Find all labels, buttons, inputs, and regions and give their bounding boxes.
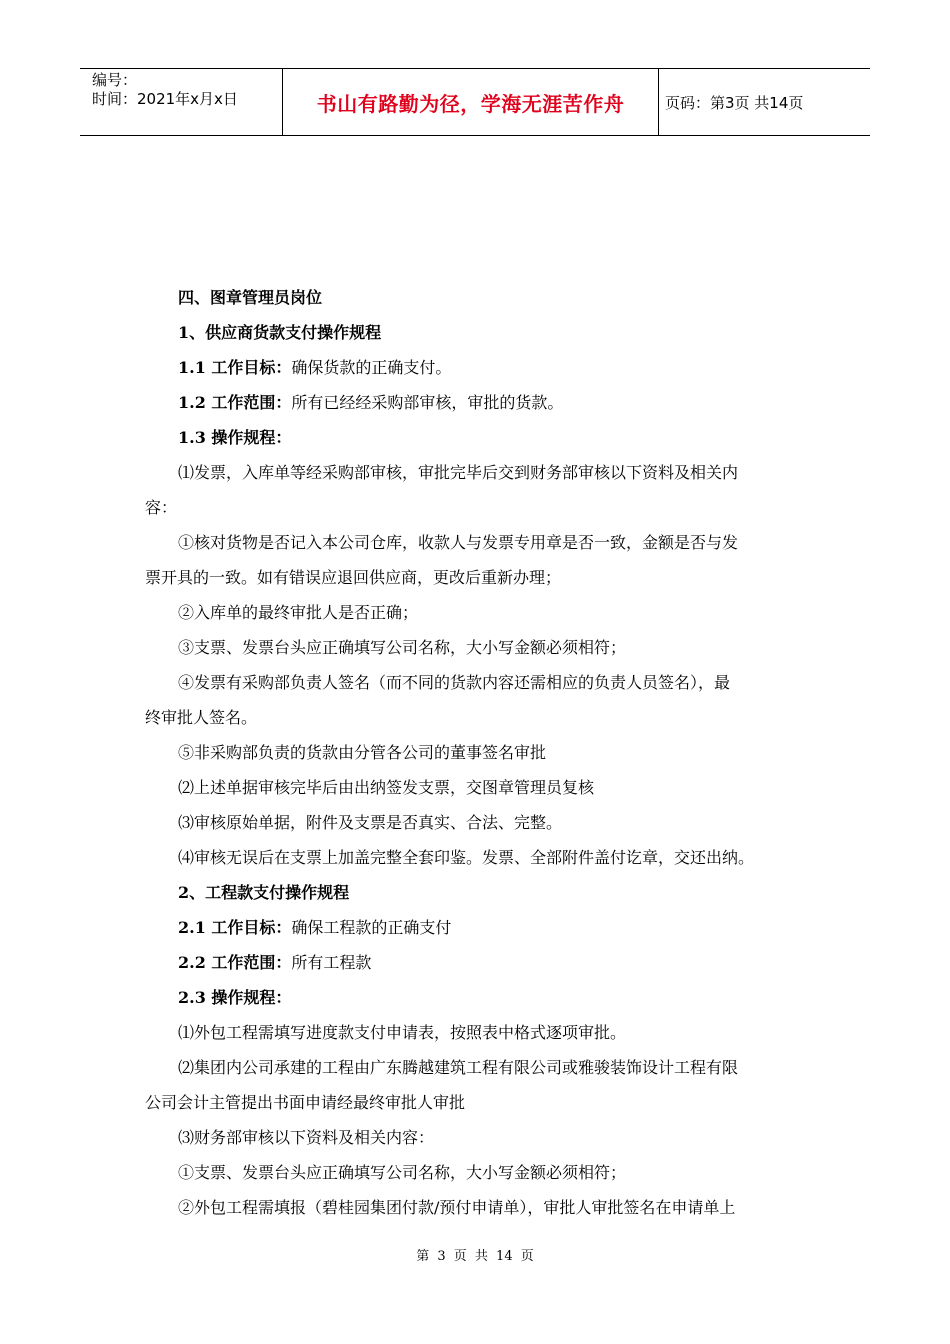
s1-scope-text: 所有已经经采购部审核，审批的货款。: [291, 393, 564, 412]
s2-goal-text: 确保工程款的正确支付: [291, 918, 452, 937]
header-motto: 书山有路勤为径，学海无涯苦作舟: [283, 69, 659, 135]
s2-p2-line1: ⑵集团内公司承建的工程由广东腾越建筑工程有限公司或雅骏装饰设计工程有限: [178, 1058, 739, 1077]
s1-title: 1、供应商货款支付操作规程: [178, 323, 382, 342]
s2-c2: ②外包工程需填报（碧桂园集团付款/预付申请单），审批人审批签名在申请单上: [178, 1198, 736, 1217]
document-number-label: 编号：: [92, 71, 138, 89]
s1-goal-text: 确保货款的正确支付。: [291, 358, 452, 377]
s2-p3: ⑶财务部审核以下资料及相关内容：: [178, 1128, 435, 1147]
s1-goal: [145, 350, 807, 385]
s1-c3: ③支票、发票台头应正确填写公司名称，大小写金额必须相符；: [178, 638, 627, 657]
s1-c4-line2: 终审批人签名。: [145, 708, 258, 727]
document-time-label: 时间：2021年x月x日: [92, 90, 238, 108]
s1-c4-line1: ④发票有采购部负责人签名（而不同的货款内容还需相应的负责人员签名），最: [178, 673, 731, 692]
s1-c5: ⑤非采购部负责的货款由分管各公司的董事签名审批: [178, 743, 547, 762]
s1-c2: ②入库单的最终审批人是否正确；: [178, 603, 419, 622]
s2-title: 2、工程款支付操作规程: [178, 883, 350, 902]
s1-p1-line2: 容：: [145, 498, 178, 517]
s1-c1-line1: ①核对货物是否记入本公司仓库，收款人与发票专用章是否一致，金额是否与发: [178, 533, 739, 552]
s2-goal-label: 2.1 工作目标：: [178, 918, 292, 937]
s2-p1: ⑴外包工程需填写进度款支付申请表，按照表中格式逐项审批。: [178, 1023, 627, 1042]
s1-p2: ⑵上述单据审核完毕后由出纳签发支票，交图章管理员复核: [178, 778, 595, 797]
s1-goal-label: 1.1 工作目标：: [178, 358, 292, 377]
s1-scope: [145, 385, 807, 420]
s2-c1: ①支票、发票台头应正确填写公司名称，大小写金额必须相符；: [178, 1163, 627, 1182]
section-title: 四、图章管理员岗位: [178, 288, 323, 307]
document-body: [145, 280, 807, 1225]
s1-c1-line2: 票开具的一致。如有错误应退回供应商，更改后重新办理；: [145, 568, 562, 587]
s2-scope-label: 2.2 工作范围：: [178, 953, 292, 972]
s2-goal: [145, 910, 807, 945]
document-header: [80, 68, 870, 136]
s1-scope-label: 1.2 工作范围：: [178, 393, 292, 412]
s1-procedure-label: 1.3 操作规程：: [178, 428, 292, 447]
header-meta-cell: [80, 69, 283, 135]
s1-p4: ⑷审核无误后在支票上加盖完整全套印鉴。发票、全部附件盖付讫章，交还出纳。: [178, 848, 755, 867]
s2-scope: [145, 945, 807, 980]
s1-p3: ⑶审核原始单据，附件及支票是否真实、合法、完整。: [178, 813, 563, 832]
page-footer: 第 3 页 共 14 页: [416, 1249, 534, 1264]
s2-procedure-label: 2.3 操作规程：: [178, 988, 292, 1007]
s1-p1-line1: ⑴发票，入库单等经采购部审核，审批完毕后交到财务部审核以下资料及相关内: [178, 463, 739, 482]
s2-p2-line2: 公司会计主管提出书面申请经最终审批人审批: [145, 1093, 466, 1112]
s2-scope-text: 所有工程款: [291, 953, 372, 972]
header-page-info: 页码：第3页 共14页: [665, 93, 804, 112]
